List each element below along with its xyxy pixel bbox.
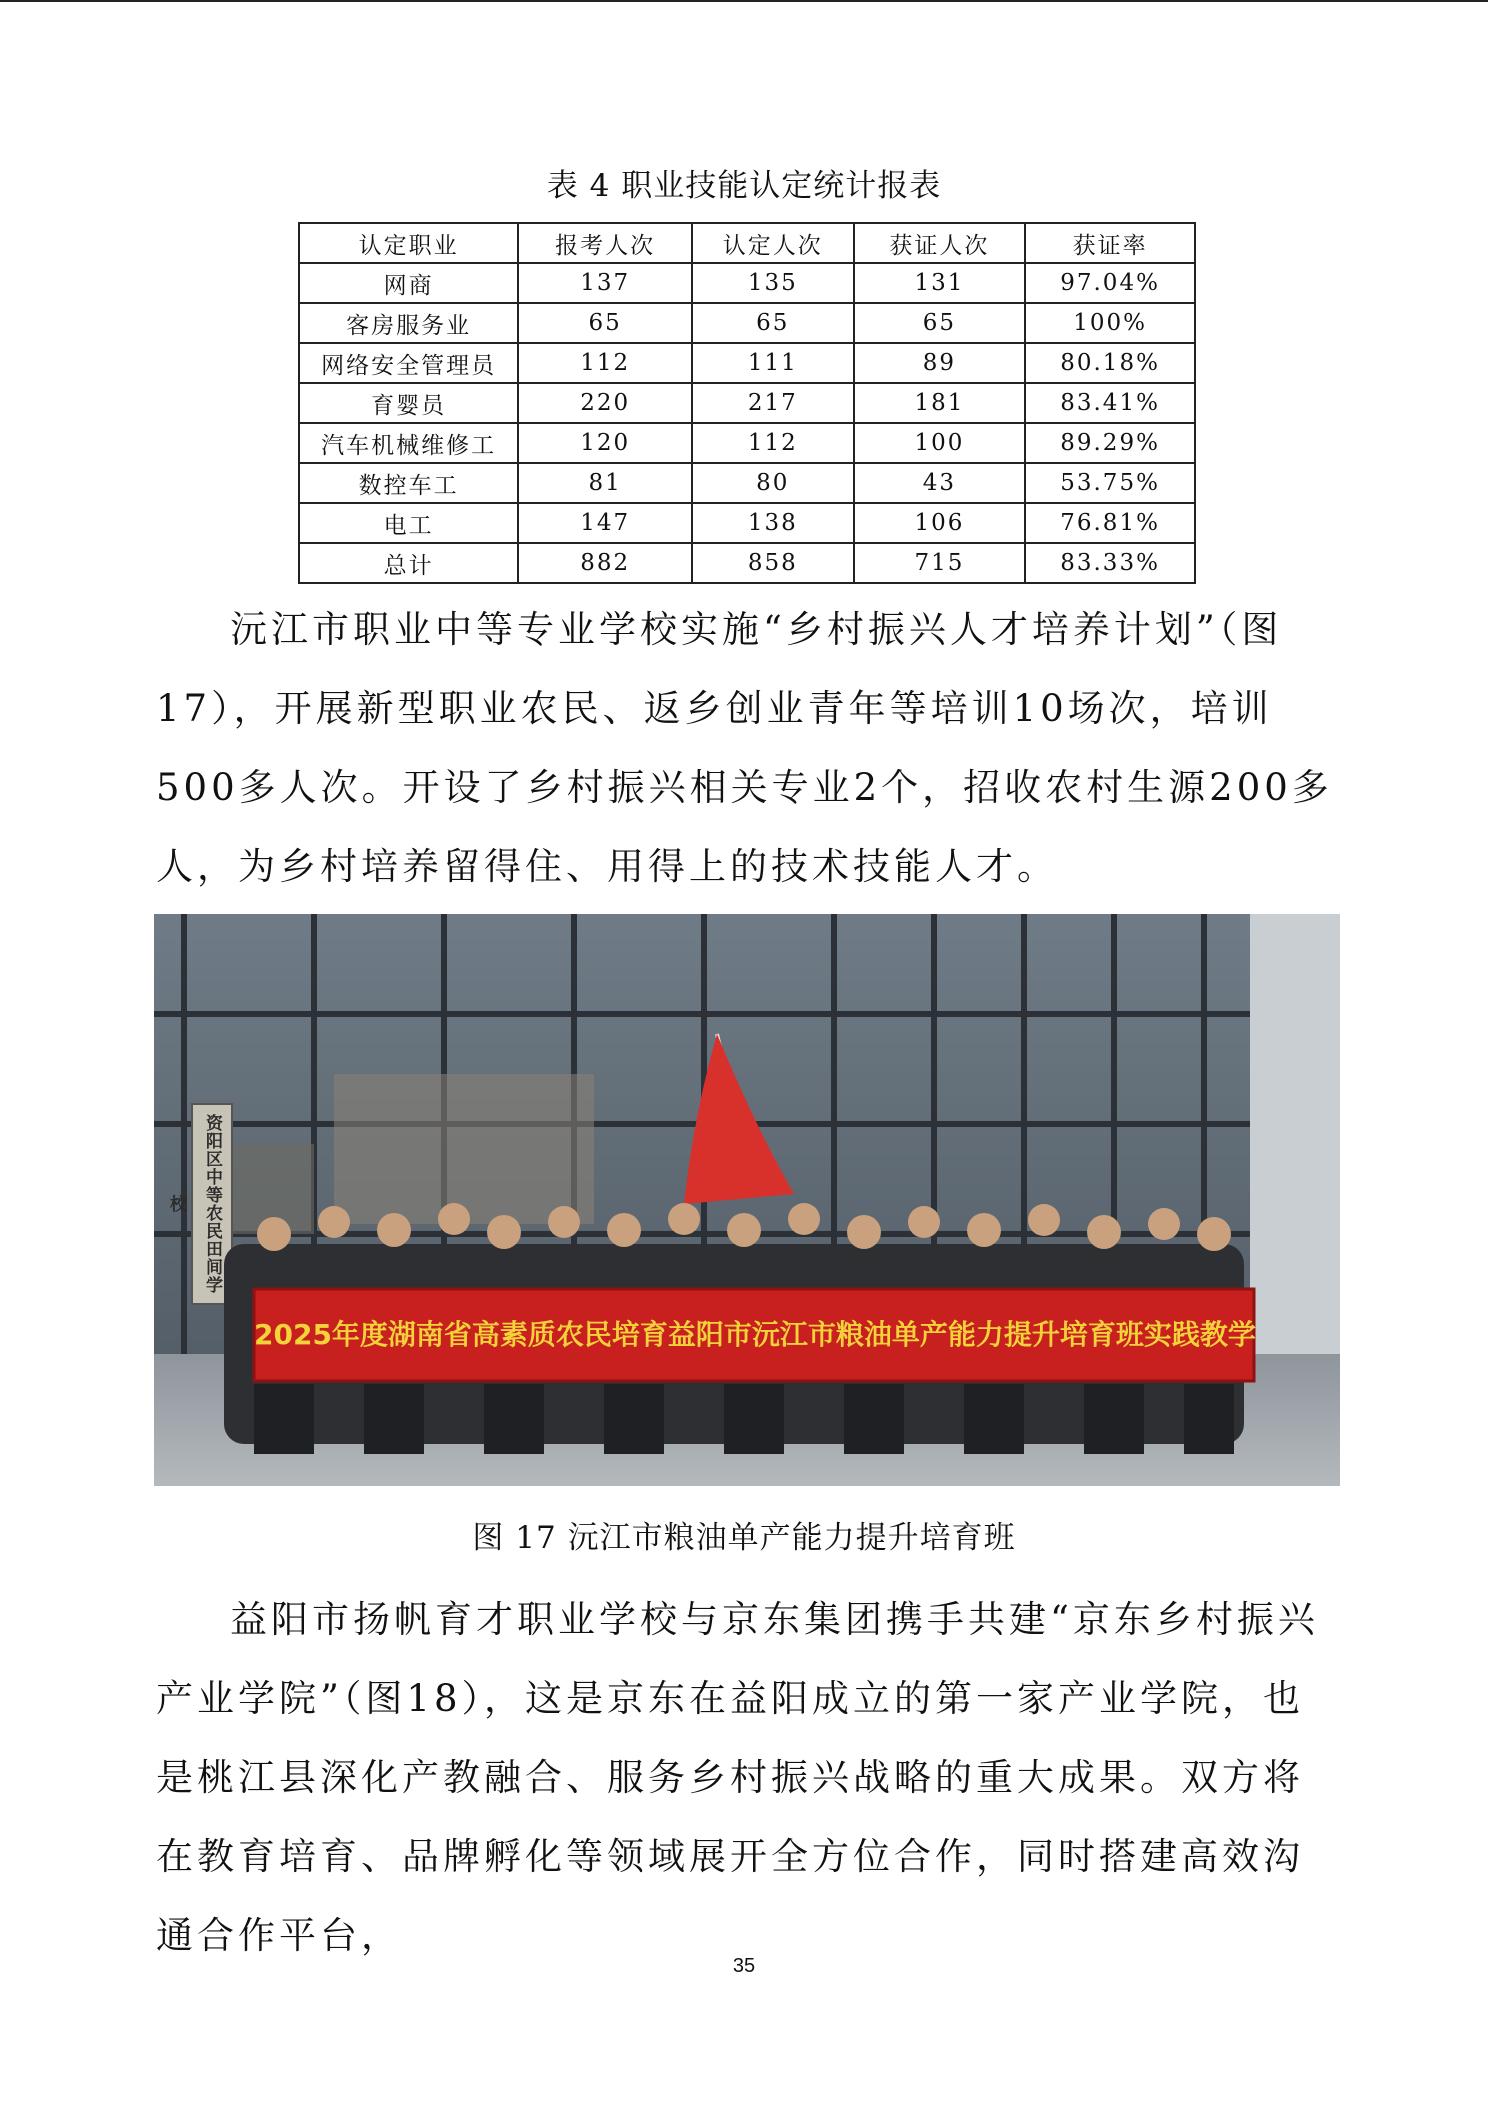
table-cell: 43 (854, 463, 1026, 503)
header-rate: 获证率 (1025, 223, 1195, 263)
table-cell: 客房服务业 (299, 303, 518, 343)
table-cell: 网络安全管理员 (299, 343, 518, 383)
table-cell: 100% (1025, 303, 1195, 343)
table-row (299, 463, 1195, 503)
table-cell: 76.81% (1025, 503, 1195, 543)
table-cell: 65 (854, 303, 1026, 343)
table-cell: 育婴员 (299, 383, 518, 423)
table-cell: 858 (692, 543, 854, 583)
table-row (299, 263, 1195, 303)
table-row (299, 303, 1195, 343)
table-cell: 106 (854, 503, 1026, 543)
table-cell: 882 (518, 543, 692, 583)
header-occupation: 认定职业 (299, 223, 518, 263)
banner-text: 2025年度湖南省高素质农民培育益阳市沅江市粮油单产能力提升培育班实践教学 (254, 1318, 1256, 1351)
body-paragraph-2 (156, 1580, 1340, 1975)
table-cell: 112 (692, 423, 854, 463)
table-cell: 80 (692, 463, 854, 503)
table-cell: 111 (692, 343, 854, 383)
table-cell: 83.33% (1025, 543, 1195, 583)
table-cell: 715 (854, 543, 1026, 583)
table-cell: 83.41% (1025, 383, 1195, 423)
table-total-row (299, 543, 1195, 583)
table-header-row (299, 223, 1195, 263)
table-cell: 65 (518, 303, 692, 343)
table-row (299, 343, 1195, 383)
group-photo (154, 914, 1340, 1486)
table-cell: 总计 (299, 543, 518, 583)
table-cell: 217 (692, 383, 854, 423)
table-cell: 100 (854, 423, 1026, 463)
table-cell: 89.29% (1025, 423, 1195, 463)
table-cell: 112 (518, 343, 692, 383)
table-cell: 网商 (299, 263, 518, 303)
table-row (299, 423, 1195, 463)
table-cell: 137 (518, 263, 692, 303)
table-cell: 97.04% (1025, 263, 1195, 303)
page-number: 35 (732, 1955, 756, 1977)
table-row (299, 383, 1195, 423)
table-cell: 147 (518, 503, 692, 543)
header-certified: 认定人次 (692, 223, 854, 263)
paragraph-text: 沅江市职业中等专业学校实施“乡村振兴人才培养计划”（图17），开展新型职业农民、返乡创业青年等培训10场次，培训500多人次。开设了乡村振兴相关专业2个，招收农村生源200多人，为乡村培养留得住、用得上的技术技能人才。 (156, 608, 1333, 888)
body-paragraph-1 (156, 590, 1340, 906)
figure-caption: 图 17 沅江市粮油单产能力提升培育班 (472, 1520, 1016, 1556)
certification-stats-table (298, 222, 1196, 584)
page-top-rule (0, 0, 1488, 2)
table-cell: 131 (854, 263, 1026, 303)
table-cell: 89 (854, 343, 1026, 383)
paragraph-text: 益阳市扬帆育才职业学校与京东集团携手共建“京东乡村振兴产业学院”（图18），这是京东在益阳成立的第一家产业学院，也是桃江县深化产教融合、服务乡村振兴战略的重大成果。双方将在教育培育、品牌孵化等领域展开全方位合作，同时搭建高效沟通合作平台， (156, 1598, 1319, 1957)
table-cell: 138 (692, 503, 854, 543)
table-cell: 135 (692, 263, 854, 303)
table-cell: 181 (854, 383, 1026, 423)
table-caption: 表 4 职业技能认定统计报表 (546, 168, 942, 204)
table-cell: 数控车工 (299, 463, 518, 503)
table-cell: 81 (518, 463, 692, 503)
table-cell: 65 (692, 303, 854, 343)
table-cell: 电工 (299, 503, 518, 543)
school-sign-text: 资阳区中等农民田间学校 (166, 1114, 222, 1294)
table-cell: 53.75% (1025, 463, 1195, 503)
table-row (299, 503, 1195, 543)
table-cell: 120 (518, 423, 692, 463)
table-cell: 汽车机械维修工 (299, 423, 518, 463)
header-applicants: 报考人次 (518, 223, 692, 263)
table-cell: 80.18% (1025, 343, 1195, 383)
table-cell: 220 (518, 383, 692, 423)
header-awarded: 获证人次 (854, 223, 1026, 263)
